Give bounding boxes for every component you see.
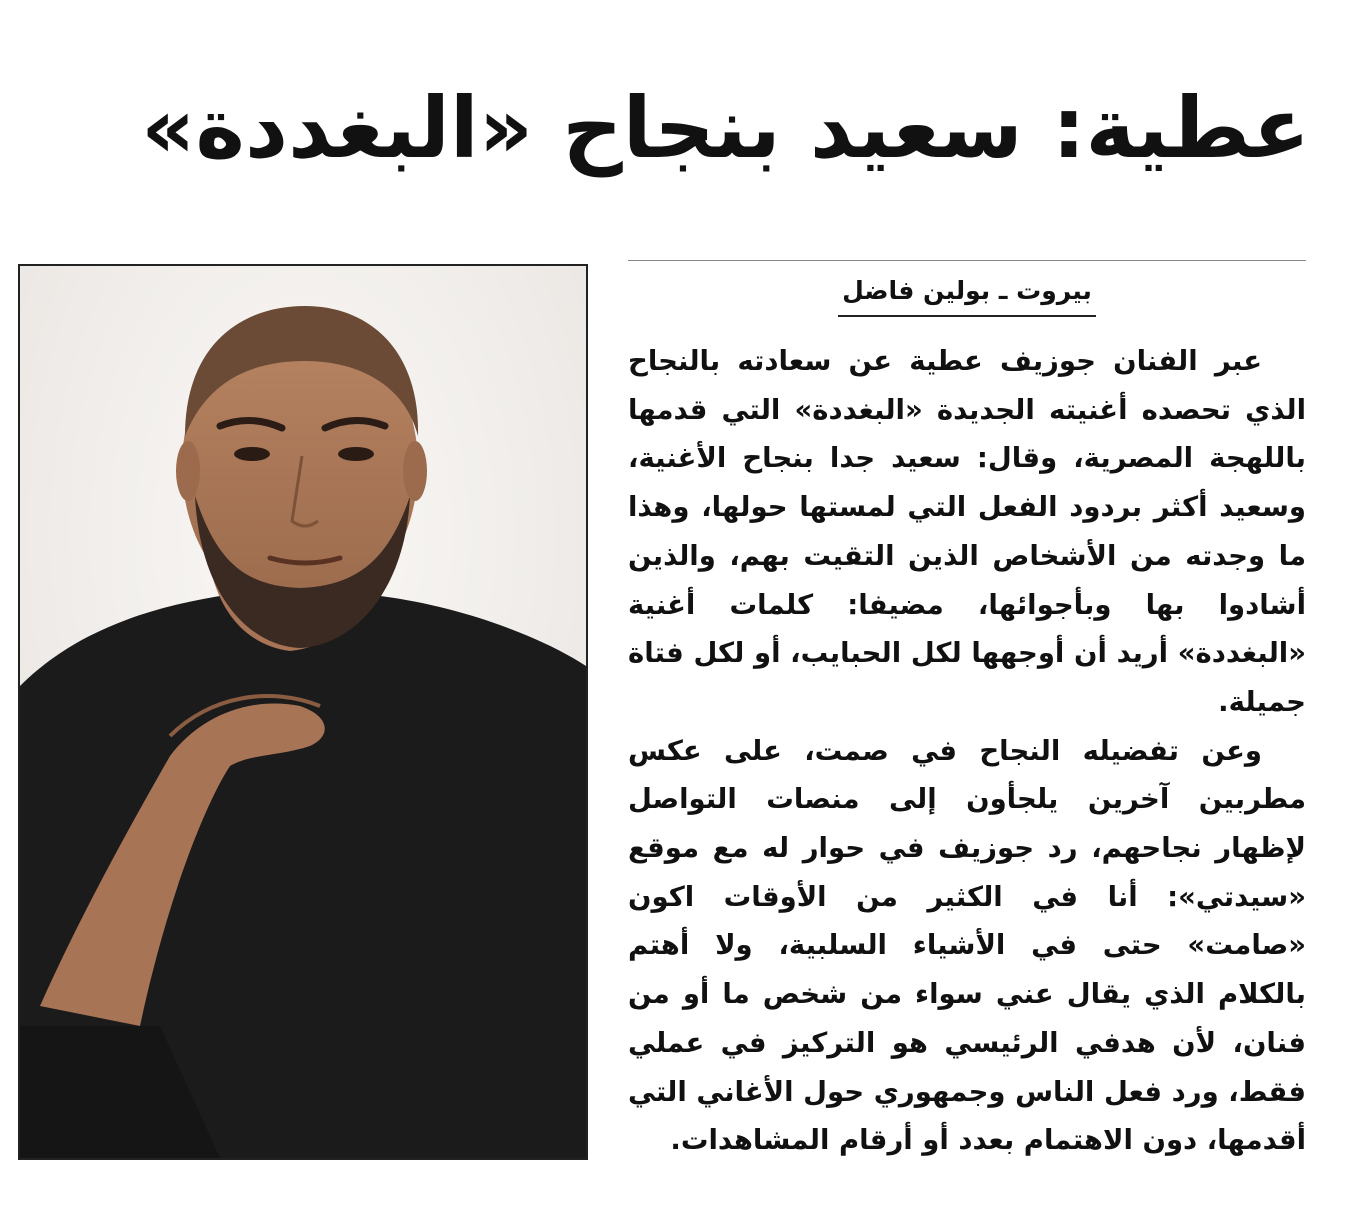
byline: بيروت ـ بولين فاضل	[838, 273, 1096, 317]
portrait-photo	[18, 264, 588, 1160]
paragraph: وعن تفضيله النجاح في صمت، على عكس مطربين آخرين يلجأون إلى منصات التواصل لإظهار نجاحهم، رد جوزيف في حوار له مع موقع «سيدتي»: أنا في الكثير من الأوقات اكون «صامت» حتى في الأشياء السلبية، ولا أهتم بالكلام الذي يقال عني سواء من شخص ما أو من فنان، لأن هدفي الرئيسي هو التركيز في عملي فقط، ورد فعل الناس وجمهوري حول الأغاني التي أقدمها، دون الاهتمام بعدد أو أرقام المشاهدات.	[628, 734, 1306, 1157]
headline: عطية: سعيد بنجاح «البغددة»	[141, 79, 1310, 177]
paragraph: عبر الفنان جوزيف عطية عن سعادته بالنجاح الذي تحصده أغنيته الجديدة «البغددة» التي قدمها باللهجة المصرية، وقال: سعيد جدا بنجاح الأغنية، وسعيد أكثر بردود الفعل التي لمستها حولها، وهذا ما وجدته من الأشخاص الذين التقيت بهم، والذين أشادوا بها وبأجوائها، مضيفا: كلمات أغنية «البغددة» أريد أن أوجهها لكل الحبايب، أو لكل فتاة جميلة.	[628, 345, 1306, 718]
article-body	[628, 337, 1306, 1165]
top-rule	[628, 260, 1306, 261]
byline-container	[628, 273, 1306, 317]
article-column	[628, 260, 1306, 1165]
